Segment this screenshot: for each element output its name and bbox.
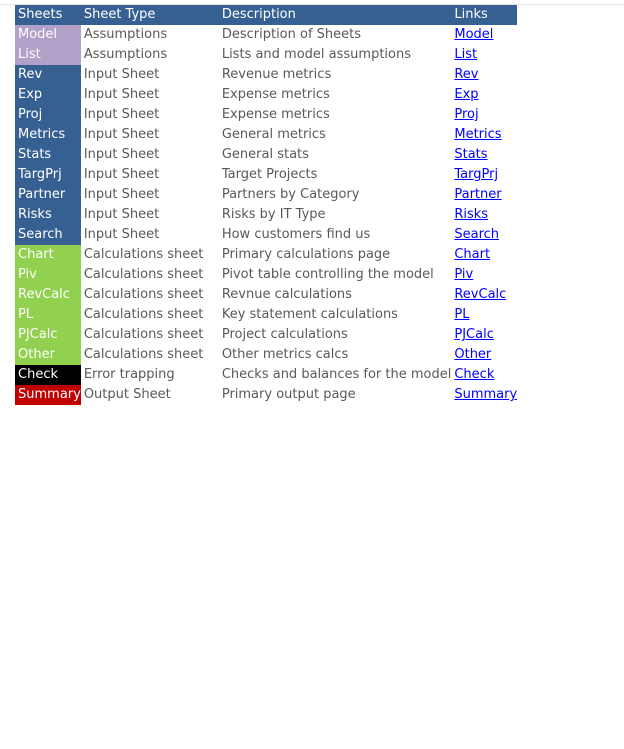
table-row: [15, 185, 517, 205]
link-cell[interactable]: [451, 325, 517, 345]
description-cell[interactable]: Description of Sheets: [221, 27, 362, 42]
description-cell[interactable]: Expense metrics: [221, 87, 330, 102]
sheet-hyperlink[interactable]: Check: [454, 367, 495, 382]
sheet-hyperlink[interactable]: Chart: [454, 247, 491, 262]
link-cell[interactable]: [451, 285, 517, 305]
table-row: [15, 85, 517, 105]
sheet-name-cell[interactable]: TargPrj: [15, 165, 81, 185]
sheet-hyperlink[interactable]: TargPrj: [454, 167, 499, 182]
sheet-type-cell[interactable]: Input Sheet: [83, 127, 160, 142]
header-description[interactable]: Description: [219, 5, 452, 25]
table-row: [15, 145, 517, 165]
sheet-name-cell[interactable]: Other: [15, 345, 81, 365]
sheet-type-cell[interactable]: Calculations sheet: [83, 327, 204, 342]
table-row: [15, 105, 517, 125]
sheet-type-cell[interactable]: Calculations sheet: [83, 247, 204, 262]
sheet-name-cell[interactable]: PJCalc: [15, 325, 81, 345]
link-cell[interactable]: [451, 65, 517, 85]
sheet-name-cell[interactable]: Check: [15, 365, 81, 385]
description-cell[interactable]: Other metrics calcs: [221, 347, 349, 362]
sheet-hyperlink[interactable]: Search: [454, 227, 500, 242]
table-row: [15, 245, 517, 265]
table-row: [15, 165, 517, 185]
sheet-name-cell[interactable]: Rev: [15, 65, 81, 85]
sheet-type-cell[interactable]: Assumptions: [83, 27, 168, 42]
sheet-hyperlink[interactable]: Risks: [454, 207, 489, 222]
sheet-type-cell[interactable]: Input Sheet: [83, 187, 160, 202]
sheet-name-cell[interactable]: Model: [15, 25, 81, 45]
sheet-type-cell[interactable]: Calculations sheet: [83, 287, 204, 302]
table-row: [15, 225, 517, 245]
link-cell[interactable]: [451, 205, 517, 225]
description-cell[interactable]: Primary output page: [221, 387, 356, 402]
sheet-type-cell[interactable]: Input Sheet: [83, 227, 160, 242]
description-cell[interactable]: Project calculations: [221, 327, 348, 342]
sheet-type-cell[interactable]: Input Sheet: [83, 67, 160, 82]
table-row: [15, 305, 517, 325]
sheet-hyperlink[interactable]: Model: [454, 27, 494, 42]
table-row: [15, 205, 517, 225]
description-cell[interactable]: Checks and balances for the model: [221, 367, 452, 382]
header-links[interactable]: Links: [451, 5, 517, 25]
description-cell[interactable]: Risks by IT Type: [221, 207, 326, 222]
link-cell[interactable]: [451, 245, 517, 265]
sheet-hyperlink[interactable]: Piv: [454, 267, 474, 282]
link-cell[interactable]: [451, 105, 517, 125]
sheet-index-table: [15, 5, 517, 405]
link-cell[interactable]: [451, 45, 517, 65]
sheet-name-cell[interactable]: Search: [15, 225, 81, 245]
sheet-name-cell[interactable]: Piv: [15, 265, 81, 285]
sheet-type-cell[interactable]: Input Sheet: [83, 207, 160, 222]
sheet-hyperlink[interactable]: Stats: [454, 147, 488, 162]
description-cell[interactable]: How customers find us: [221, 227, 371, 242]
description-cell[interactable]: General stats: [221, 147, 309, 162]
sheet-name-cell[interactable]: PL: [15, 305, 81, 325]
table-row: [15, 345, 517, 365]
header-sheets[interactable]: Sheets: [15, 5, 81, 25]
sheet-type-cell[interactable]: Input Sheet: [83, 147, 160, 162]
sheet-hyperlink[interactable]: Other: [454, 347, 492, 362]
description-cell[interactable]: Target Projects: [221, 167, 318, 182]
link-cell[interactable]: [451, 365, 517, 385]
sheet-type-cell[interactable]: Input Sheet: [83, 87, 160, 102]
sheet-name-cell[interactable]: RevCalc: [15, 285, 81, 305]
description-cell[interactable]: General metrics: [221, 127, 326, 142]
description-cell[interactable]: Primary calculations page: [221, 247, 391, 262]
sheet-name-cell[interactable]: Partner: [15, 185, 81, 205]
link-cell[interactable]: [451, 385, 517, 405]
sheet-name-cell[interactable]: Metrics: [15, 125, 81, 145]
description-cell[interactable]: Partners by Category: [221, 187, 360, 202]
sheet-hyperlink[interactable]: Rev: [454, 67, 479, 82]
link-cell[interactable]: [451, 305, 517, 325]
sheet-name-cell[interactable]: Risks: [15, 205, 81, 225]
table-row: [15, 385, 517, 405]
sheet-hyperlink[interactable]: Proj: [454, 107, 479, 122]
sheet-type-cell[interactable]: Calculations sheet: [83, 267, 204, 282]
header-row: [15, 5, 517, 25]
sheet-name-cell[interactable]: Summary: [15, 385, 81, 405]
sheet-name-cell[interactable]: Stats: [15, 145, 81, 165]
description-cell[interactable]: Pivot table controlling the model: [221, 267, 434, 282]
sheet-type-cell[interactable]: Input Sheet: [83, 107, 160, 122]
sheet-type-cell[interactable]: Output Sheet: [83, 387, 171, 402]
sheet-hyperlink[interactable]: PJCalc: [454, 327, 494, 342]
sheet-type-cell[interactable]: Assumptions: [83, 47, 168, 62]
table-row: [15, 65, 517, 85]
table-row: [15, 365, 517, 385]
header-sheet-type[interactable]: Sheet Type: [81, 5, 219, 25]
link-cell[interactable]: [451, 225, 517, 245]
sheet-hyperlink[interactable]: RevCalc: [454, 287, 507, 302]
description-cell[interactable]: Key statement calculations: [221, 307, 398, 322]
description-cell[interactable]: Revenue metrics: [221, 67, 332, 82]
sheet-name-cell[interactable]: Chart: [15, 245, 81, 265]
sheet-type-cell[interactable]: Calculations sheet: [83, 307, 204, 322]
link-cell[interactable]: [451, 25, 517, 45]
link-cell[interactable]: [451, 185, 517, 205]
sheet-name-cell[interactable]: Exp: [15, 85, 81, 105]
link-cell[interactable]: [451, 345, 517, 365]
sheet-type-cell[interactable]: Error trapping: [83, 367, 175, 382]
table-row: [15, 325, 517, 345]
sheet-hyperlink[interactable]: Summary: [454, 387, 518, 402]
link-cell[interactable]: [451, 85, 517, 105]
table-row: [15, 285, 517, 305]
sheet-rows: [15, 25, 517, 405]
table-row: [15, 265, 517, 285]
link-cell[interactable]: [451, 125, 517, 145]
sheet-name-cell[interactable]: Proj: [15, 105, 81, 125]
link-cell[interactable]: [451, 265, 517, 285]
description-cell[interactable]: Lists and model assumptions: [221, 47, 412, 62]
sheet-hyperlink[interactable]: List: [454, 47, 478, 62]
sheet-type-cell[interactable]: Input Sheet: [83, 167, 160, 182]
sheet-hyperlink[interactable]: PL: [454, 307, 470, 322]
table-row: [15, 45, 517, 65]
sheet-hyperlink[interactable]: Partner: [454, 187, 502, 202]
description-cell[interactable]: Expense metrics: [221, 107, 330, 122]
link-cell[interactable]: [451, 165, 517, 185]
sheet-hyperlink[interactable]: Exp: [454, 87, 479, 102]
sheet-hyperlink[interactable]: Metrics: [454, 127, 502, 142]
link-cell[interactable]: [451, 145, 517, 165]
sheet-type-cell[interactable]: Calculations sheet: [83, 347, 204, 362]
table-row: [15, 125, 517, 145]
description-cell[interactable]: Revnue calculations: [221, 287, 352, 302]
table-row: [15, 25, 517, 45]
sheet-name-cell[interactable]: List: [15, 45, 81, 65]
